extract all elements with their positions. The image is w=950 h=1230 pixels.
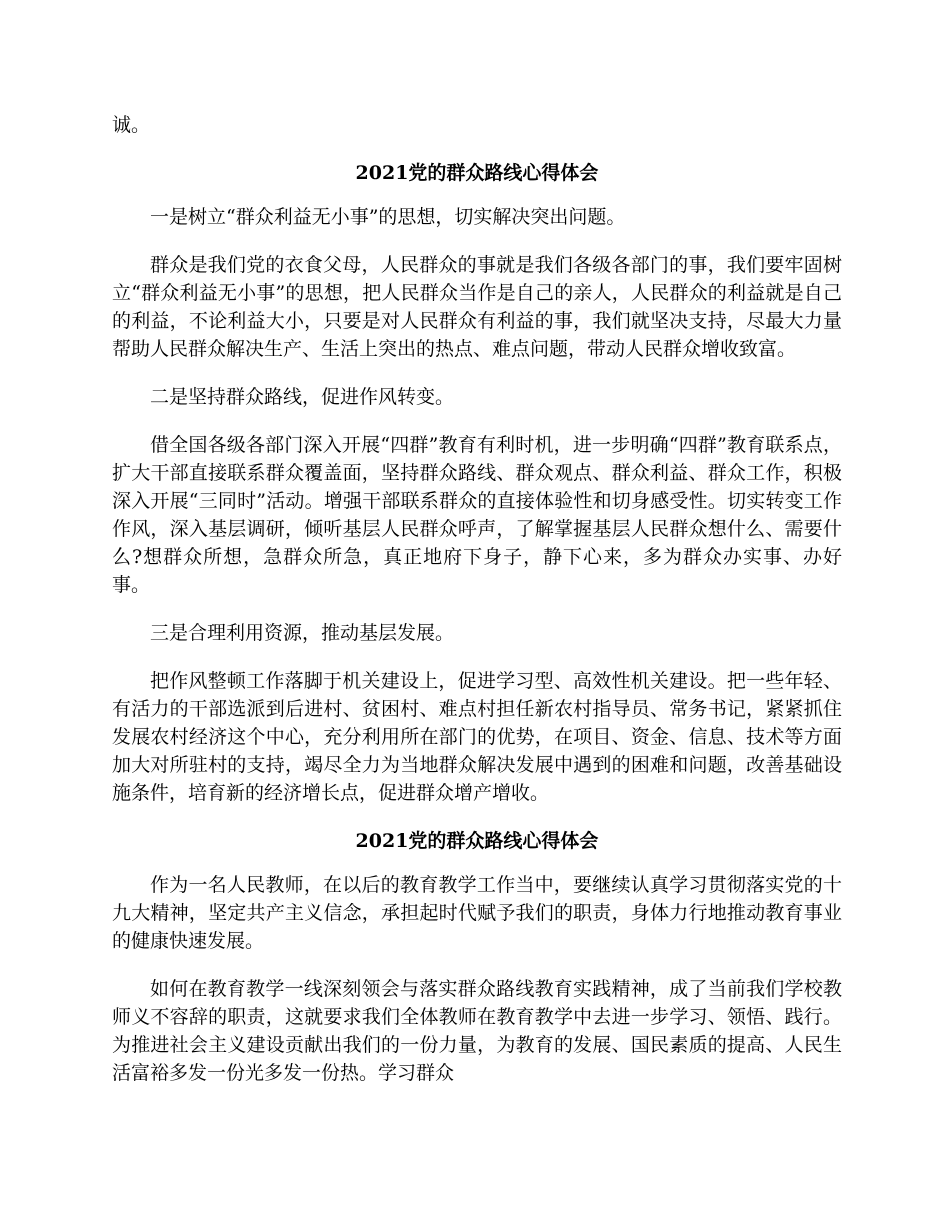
paragraph: 二是坚持群众路线，促进作风转变。 — [150, 386, 455, 408]
section-heading: 2021党的群众路线心得体会 — [355, 830, 599, 852]
paragraph: 如何在教育教学一线深刻领会与落实群众路线教育实践精神，成了当前我们学校教师义不容辞的职责，这就要求我们全体教师在教育教学中去进一步学习、领悟、践行。为推进社会主义建设贡献出我们的一份力量，为教育的发展、国民素质的提高、人民生活富裕多发一份光多发一份热。学习群众 — [112, 978, 842, 1084]
paragraph: 一是树立“群众利益无小事”的思想，切实解决突出问题。 — [150, 206, 626, 228]
paragraph: 把作风整顿工作落脚于机关建设上，促进学习型、高效性机关建设。把一些年轻、有活力的干部选派到后进村、贫困村、难点村担任新农村指导员、常务书记，紧紧抓住发展农村经济这个中心，充分利用所在部门的优势，在项目、资金、信息、技术等方面加大对所驻村的支持，竭尽全力为当地群众解决发展中遇到的困难和问题，改善基础设施条件，培育新的经济增长点，促进群众增产增收。 — [112, 670, 842, 804]
paragraph-continuation: 诚。 — [112, 114, 151, 136]
document-body — [112, 111, 842, 1107]
paragraph: 群众是我们党的衣食父母，人民群众的事就是我们各级各部门的事，我们要牢固树立“群众利益无小事”的思想，把人民群众当作是自己的亲人，人民群众的利益就是自己的利益，不论利益大小，只要是对人民群众有利益的事，我们就坚决支持，尽最大力量帮助人民群众解决生产、生活上突出的热点、难点问题，带动人民群众增收致富。 — [112, 254, 842, 360]
paragraph: 作为一名人民教师，在以后的教育教学工作当中，要继续认真学习贯彻落实党的十九大精神，坚定共产主义信念，承担起时代赋予我们的职责，身体力行地推动教育事业的健康快速发展。 — [112, 874, 842, 952]
section-heading: 2021党的群众路线心得体会 — [355, 162, 599, 184]
paragraph: 三是合理利用资源，推动基层发展。 — [150, 622, 455, 644]
paragraph: 借全国各级各部门深入开展“四群”教育有利时机，进一步明确“四群”教育联系点，扩大干部直接联系群众覆盖面，坚持群众路线、群众观点、群众利益、群众工作，积极深入开展“三同时”活动。增强干部联系群众的直接体验性和切身感受性。切实转变工作作风，深入基层调研，倾听基层人民群众呼声，了解掌握基层人民群众想什么、需要什么?想群众所想，急群众所急，真正地府下身子，静下心来，多为群众办实事、办好事。 — [112, 434, 842, 596]
